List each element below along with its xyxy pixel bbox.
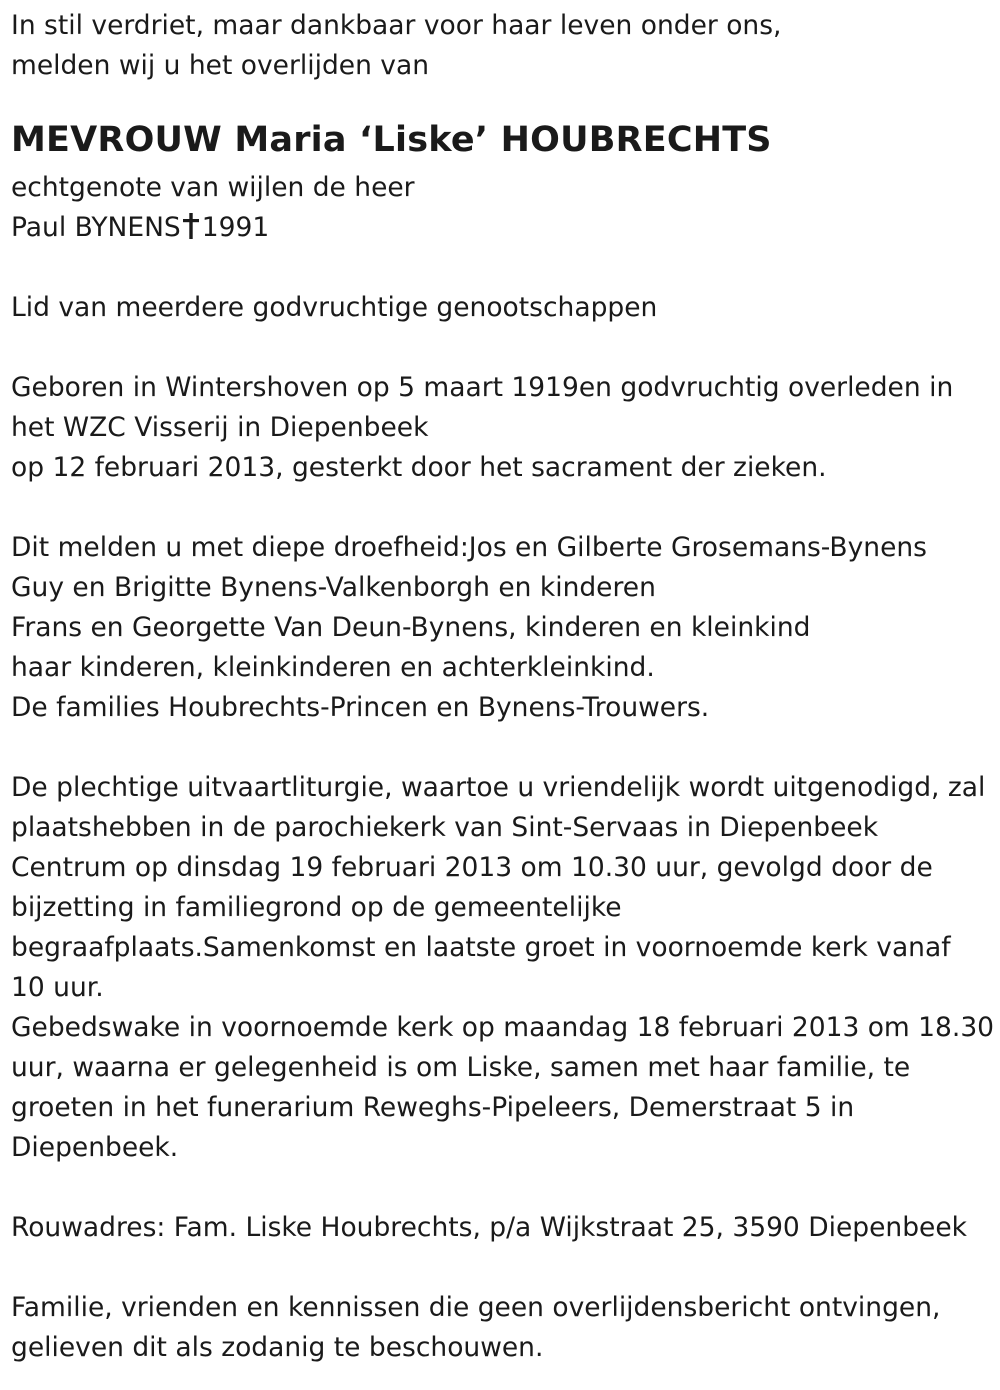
funeral-line: uur, waarna er gelegenheid is om Liske, samen met haar familie, te <box>11 1052 911 1083</box>
intro-line: In stil verdriet, maar dankbaar voor haar leven onder ons, <box>11 10 782 41</box>
paragraph-gap <box>11 248 996 288</box>
birth-death-line: het WZC Visserij in Diepenbeek <box>11 412 429 443</box>
paragraph-gap <box>11 1248 996 1288</box>
funeral-line: Gebedswake in voornoemde kerk op maandag 18 februari 2013 om 18.30 <box>11 1012 995 1043</box>
paragraph-gap <box>11 728 996 768</box>
mourners-line: Dit melden u met diepe droefheid:Jos en Gilberte Grosemans-Bynens <box>11 532 927 563</box>
paragraph-gap <box>11 1168 996 1208</box>
birth-death-paragraph <box>11 368 996 488</box>
mourners-paragraph <box>11 528 996 728</box>
spouse-name: Paul BYNENS <box>11 212 181 243</box>
intro-paragraph <box>11 6 996 86</box>
mourners-line: De families Houbrechts-Princen en Bynens-Trouwers. <box>11 692 710 723</box>
spouse-paragraph <box>11 168 996 248</box>
funeral-line: plaatshebben in de parochiekerk van Sint-Servaas in Diepenbeek <box>11 812 879 843</box>
paragraph-gap <box>11 488 996 528</box>
funeral-paragraph <box>11 768 996 1168</box>
membership-line: Lid van meerdere godvruchtige genootschappen <box>11 292 658 323</box>
funeral-line: 10 uur. <box>11 972 104 1003</box>
address-line: Rouwadres: Fam. Liske Houbrechts, p/a Wijkstraat 25, 3590 Diepenbeek <box>11 1212 967 1243</box>
spouse-name-line <box>11 208 996 248</box>
funeral-line: Diepenbeek. <box>11 1132 179 1163</box>
funeral-line: Centrum op dinsdag 19 februari 2013 om 10.30 uur, gevolgd door de <box>11 852 933 883</box>
paragraph-gap <box>11 328 996 368</box>
birth-death-line: op 12 februari 2013, gesterkt door het sacrament der zieken. <box>11 452 827 483</box>
latin-cross-icon <box>183 213 199 239</box>
mourners-line: Guy en Brigitte Bynens-Valkenborgh en kinderen <box>11 572 656 603</box>
closing-line: Familie, vrienden en kennissen die geen overlijdensbericht ontvingen, <box>11 1292 941 1323</box>
birth-death-line: Geboren in Wintershoven op 5 maart 1919en godvruchtig overleden in <box>11 372 954 403</box>
funeral-line: begraafplaats.Samenkomst en laatste groet in voornoemde kerk vanaf <box>11 932 951 963</box>
death-notice <box>11 6 996 1368</box>
mourners-line: haar kinderen, kleinkinderen en achterkleinkind. <box>11 652 655 683</box>
closing-paragraph <box>11 1288 996 1368</box>
funeral-line: De plechtige uitvaartliturgie, waartoe u vriendelijk wordt uitgenodigd, zal <box>11 772 986 803</box>
deceased-name: MEVROUW Maria ‘Liske’ HOUBRECHTS <box>11 120 772 160</box>
intro-line: melden wij u het overlijden van <box>11 50 430 81</box>
closing-line: gelieven dit als zodanig te beschouwen. <box>11 1332 544 1363</box>
spouse-death-year: 1991 <box>201 212 270 243</box>
funeral-line: groeten in het funerarium Reweghs-Pipeleers, Demerstraat 5 in <box>11 1092 855 1123</box>
funeral-line: bijzetting in familiegrond op de gemeentelijke <box>11 892 622 923</box>
spouse-line: echtgenote van wijlen de heer <box>11 172 415 203</box>
mourners-line: Frans en Georgette Van Deun-Bynens, kinderen en kleinkind <box>11 612 811 643</box>
